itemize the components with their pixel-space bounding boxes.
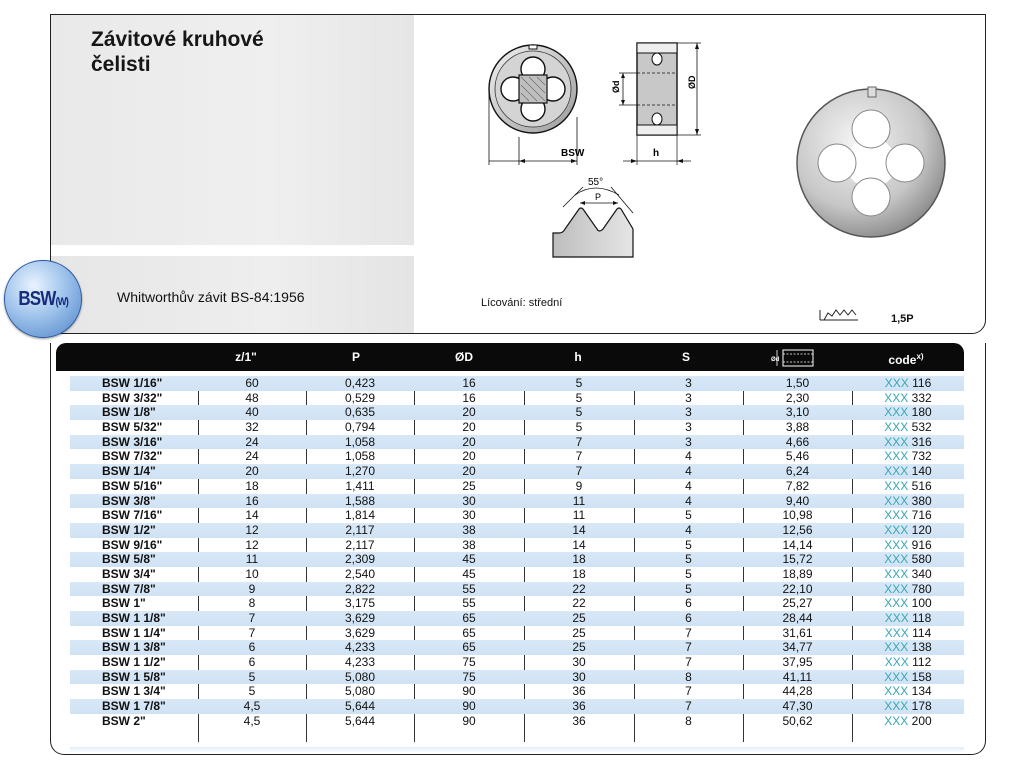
- cell-z: 32: [245, 420, 259, 435]
- cell-h: 36: [572, 684, 586, 699]
- cell-h: 5: [575, 405, 583, 420]
- cell-z: 7: [248, 625, 256, 640]
- cell-h: 25: [572, 640, 586, 655]
- cell-v: 37,95: [782, 655, 813, 670]
- cell-z: 18: [245, 478, 259, 493]
- cell-d: 65: [462, 611, 476, 625]
- cell-p: 1,411: [345, 478, 375, 493]
- cell-p: 2,309: [344, 552, 376, 567]
- cell-z: 48: [245, 390, 259, 405]
- cell-v: 1,50: [785, 376, 810, 390]
- cell-v: 34,77: [782, 640, 813, 655]
- cell-z: 5: [248, 684, 256, 699]
- cell-h: 9: [575, 478, 583, 493]
- cell-s: 3: [685, 405, 692, 420]
- outer-diameter-label: ØD: [687, 75, 697, 89]
- cell-h: 7: [575, 449, 583, 464]
- pitch-label: 1,5P: [891, 313, 914, 325]
- cell-z: 24: [245, 449, 259, 464]
- cell-p: 1,058: [344, 449, 376, 464]
- table-row: [70, 376, 964, 391]
- drill-diameter-icon: [771, 347, 821, 369]
- code-cell: XXX 178: [884, 699, 932, 714]
- cell-d: 65: [462, 640, 476, 655]
- code-cell: XXX 180: [884, 405, 932, 420]
- cell-h: 25: [572, 611, 586, 625]
- table-row: [70, 596, 964, 611]
- cell-p: 1,814: [344, 508, 376, 523]
- cell-z: 12: [245, 522, 259, 537]
- thread-profile: [549, 173, 639, 263]
- cell-s: 7: [685, 684, 692, 699]
- title-box: [51, 15, 414, 245]
- cell-p: 5,644: [344, 699, 376, 714]
- cell-v: 25,27: [782, 596, 813, 611]
- cell-z: 4,5: [243, 713, 261, 728]
- code-cell: XXX 340: [884, 566, 932, 581]
- table-row: [70, 626, 964, 641]
- cell-p: 3,629: [344, 611, 376, 625]
- table-row: [70, 699, 964, 714]
- cell-d: 45: [462, 566, 476, 581]
- code-cell: XXX 580: [884, 552, 932, 567]
- cell-p: 2,117: [345, 537, 375, 552]
- thread-size-cell: BSW 1 1/2": [102, 655, 166, 670]
- cell-h: 30: [572, 669, 586, 684]
- cell-d: 30: [462, 508, 476, 523]
- cell-p: 0,423: [344, 376, 376, 390]
- cell-v: 44,28: [782, 684, 813, 699]
- thread-size-cell: BSW 5/32": [102, 420, 163, 435]
- cell-p: 3,175: [344, 596, 376, 611]
- cell-s: 7: [685, 640, 692, 655]
- cell-s: 4: [685, 478, 692, 493]
- col-code-header: code$^{x)}$: [888, 352, 924, 367]
- cell-d: 90: [462, 684, 476, 699]
- cell-s: 4: [685, 449, 692, 464]
- cell-v: 3,10: [785, 405, 810, 420]
- table-row: [70, 670, 964, 685]
- product-header-panel: [50, 14, 986, 334]
- cell-z: 12: [245, 537, 259, 552]
- table-row: [70, 567, 964, 582]
- cell-v: 5,46: [785, 449, 810, 464]
- cell-v: 3,88: [785, 420, 810, 435]
- table-row: [70, 523, 964, 538]
- cell-z: 7: [248, 611, 256, 625]
- cell-d: 45: [462, 552, 476, 567]
- cell-v: 6,24: [785, 464, 810, 479]
- cell-z: 40: [245, 405, 259, 420]
- page-title: Závitové kruhové čelisti: [91, 28, 264, 76]
- cell-s: 5: [685, 552, 692, 567]
- cell-p: 2,540: [344, 566, 376, 581]
- code-cell: XXX 138: [884, 640, 932, 655]
- col-pitch-header: P: [351, 350, 360, 364]
- cell-d: 55: [462, 581, 476, 596]
- cell-d: 90: [462, 713, 476, 728]
- subtitle-box: [51, 256, 414, 333]
- table-row: [70, 552, 964, 567]
- chamfer-icon: [818, 307, 864, 323]
- cell-s: 8: [685, 669, 692, 684]
- code-cell: XXX 134: [884, 684, 932, 699]
- cell-z: 5: [248, 669, 256, 684]
- code-cell: XXX 112: [884, 655, 932, 670]
- cell-s: 5: [685, 537, 692, 552]
- cell-s: 7: [685, 625, 692, 640]
- inner-diameter-label: Ød: [611, 80, 621, 93]
- code-cell: XXX 516: [884, 478, 932, 493]
- cell-s: 8: [685, 713, 692, 728]
- cell-d: 20: [462, 434, 476, 449]
- cell-z: 4,5: [243, 699, 261, 714]
- cell-h: 5: [575, 420, 583, 435]
- thread-size-cell: BSW 3/4": [102, 566, 156, 581]
- cell-s: 4: [685, 493, 692, 508]
- thread-size-cell: BSW 7/8": [102, 581, 156, 596]
- cell-z: 14: [245, 508, 259, 523]
- cell-v: 41,11: [782, 669, 813, 684]
- thread-size-cell: BSW 1 5/8": [102, 669, 166, 684]
- table-row: [70, 640, 964, 655]
- svg-text:Ød: Ød: [771, 356, 780, 363]
- thread-size-cell: BSW 1 1/8": [102, 611, 166, 625]
- table-row: [70, 684, 964, 699]
- col-height-header: h: [574, 350, 582, 364]
- table-row: [70, 479, 964, 494]
- cell-p: 4,233: [344, 655, 376, 670]
- cell-p: 1,058: [344, 434, 376, 449]
- code-cell: XXX 732: [884, 449, 932, 464]
- cell-z: 8: [248, 596, 256, 611]
- cell-p: 5,644: [344, 713, 376, 728]
- table-row: [70, 464, 964, 479]
- code-cell: XXX 532: [884, 420, 932, 435]
- cell-s: 3: [685, 390, 692, 405]
- cell-h: 5: [575, 390, 583, 405]
- thread-size-cell: BSW 1": [102, 596, 146, 611]
- cell-v: 9,40: [785, 493, 810, 508]
- code-cell: XXX 120: [884, 522, 932, 537]
- cell-h: 22: [572, 596, 586, 611]
- cell-h: 14: [572, 522, 586, 537]
- cell-h: 7: [575, 464, 583, 479]
- angle-label: 55°: [588, 177, 604, 188]
- cell-z: 16: [245, 493, 259, 508]
- cell-v: 4,66: [785, 434, 810, 449]
- cell-z: 6: [248, 640, 256, 655]
- cell-v: 47,30: [782, 699, 813, 714]
- table-row: [70, 714, 964, 729]
- table-row: [70, 582, 964, 597]
- thread-standard: Whitworthův závit BS-84:1956: [117, 289, 305, 305]
- cell-p: 5,080: [344, 669, 376, 684]
- thread-size-cell: BSW 1 3/8": [102, 640, 166, 655]
- code-cell: XXX 200: [884, 713, 932, 728]
- pitch-symbol-label: P: [595, 192, 602, 202]
- cell-s: 3: [685, 420, 692, 435]
- cell-p: 5,080: [344, 684, 376, 699]
- cell-s: 5: [685, 508, 692, 523]
- thread-size-cell: BSW 3/16": [102, 434, 163, 449]
- cell-d: 75: [462, 669, 476, 684]
- thread-size-cell: BSW 5/8": [102, 552, 156, 567]
- cell-s: 3: [685, 376, 692, 390]
- thread-size-cell: BSW 1/2": [102, 522, 156, 537]
- code-cell: XXX 780: [884, 581, 932, 596]
- cell-h: 5: [575, 376, 583, 390]
- cell-h: 18: [572, 552, 586, 567]
- cell-h: 25: [572, 625, 586, 640]
- cell-v: 31,61: [782, 625, 813, 640]
- die-front-view: [483, 37, 593, 187]
- code-cell: XXX 140: [884, 464, 932, 479]
- code-cell: XXX 158: [884, 669, 932, 684]
- col-drill-icon-header: [756, 343, 836, 371]
- cell-h: 36: [572, 713, 586, 728]
- cell-h: 7: [575, 434, 583, 449]
- cell-s: 7: [685, 655, 692, 670]
- code-cell: XXX 716: [884, 508, 932, 523]
- code-cell: XXX 100: [884, 596, 932, 611]
- col-tpi-header: z/1": [235, 350, 257, 364]
- code-cell: XXX 114: [884, 625, 932, 640]
- cell-d: 75: [462, 655, 476, 670]
- thread-size-cell: BSW 1 3/4": [102, 684, 166, 699]
- table-row: [70, 494, 964, 509]
- cell-s: 5: [685, 566, 692, 581]
- cell-p: 3,629: [344, 625, 376, 640]
- cell-d: 20: [462, 420, 476, 435]
- cell-v: 10,98: [782, 508, 813, 523]
- cell-p: 2,117: [345, 522, 375, 537]
- col-s-header: S: [681, 350, 690, 364]
- cell-h: 22: [572, 581, 586, 596]
- die-product-image: [791, 85, 951, 245]
- cell-z: 11: [245, 552, 259, 567]
- cell-p: 0,794: [344, 420, 376, 435]
- cell-v: 2,30: [785, 390, 810, 405]
- bsw-logo-badge: BSW(W): [4, 260, 82, 338]
- cell-v: 7,82: [785, 478, 810, 493]
- cell-s: 6: [685, 611, 692, 625]
- code-cell: XXX 380: [884, 493, 932, 508]
- code-cell: XXX 916: [884, 537, 932, 552]
- cell-d: 20: [462, 464, 476, 479]
- thread-size-cell: BSW 2": [102, 713, 146, 728]
- bsw-dimension-label: BSW: [561, 148, 585, 159]
- thread-size-cell: BSW 7/32": [102, 449, 163, 464]
- cell-p: 1,588: [344, 493, 376, 508]
- cell-h: 11: [572, 493, 586, 508]
- thread-size-cell: BSW 3/8": [102, 493, 156, 508]
- thread-size-cell: BSW 1/8": [102, 405, 156, 420]
- die-side-view: [601, 37, 711, 187]
- cell-d: 16: [462, 390, 476, 405]
- cell-s: 4: [685, 522, 692, 537]
- table-row: [70, 611, 964, 626]
- cell-v: 50,62: [782, 713, 813, 728]
- thread-size-cell: BSW 1/4": [102, 464, 156, 479]
- table-header: [56, 343, 964, 371]
- table-row: [70, 655, 964, 670]
- thread-size-cell: BSW 3/32": [102, 390, 163, 405]
- cell-v: 14,14: [782, 537, 813, 552]
- thread-size-cell: BSW 1 1/4": [102, 625, 166, 640]
- cell-h: 30: [572, 655, 586, 670]
- code-cell: XXX 332: [884, 390, 932, 405]
- thread-size-cell: BSW 7/16": [102, 508, 163, 523]
- cell-z: 6: [248, 655, 256, 670]
- cell-p: 1,270: [344, 464, 376, 479]
- thread-size-cell: BSW 1/16": [102, 376, 163, 390]
- cell-d: 90: [462, 699, 476, 714]
- cell-d: 55: [462, 596, 476, 611]
- die-size-table: [70, 376, 964, 729]
- table-row: [70, 435, 964, 450]
- cell-h: 36: [572, 699, 586, 714]
- height-label: h: [653, 148, 660, 159]
- cell-d: 30: [462, 493, 476, 508]
- cell-v: 22,10: [782, 581, 813, 596]
- table-row: [70, 391, 964, 406]
- cell-s: 4: [685, 464, 692, 479]
- table-row: [70, 508, 964, 523]
- cell-p: 0,529: [344, 390, 376, 405]
- cell-h: 11: [572, 508, 586, 523]
- cell-d: 25: [462, 478, 476, 493]
- code-cell: XXX 116: [884, 376, 932, 390]
- cell-z: 10: [245, 566, 259, 581]
- thread-size-cell: BSW 5/16": [102, 478, 163, 493]
- thread-size-cell: BSW 9/16": [102, 537, 163, 552]
- table-row: [70, 420, 964, 435]
- code-cell: XXX 316: [884, 434, 932, 449]
- fit-label: Lícování: střední: [481, 297, 563, 309]
- cell-z: 20: [245, 464, 259, 479]
- col-outer-diameter-header: ØD: [455, 350, 473, 364]
- cell-d: 65: [462, 625, 476, 640]
- cell-z: 9: [248, 581, 256, 596]
- table-row: [70, 538, 964, 553]
- cell-d: 38: [462, 537, 476, 552]
- cell-v: 15,72: [782, 552, 813, 567]
- cell-p: 2,822: [344, 581, 376, 596]
- cell-p: 0,635: [344, 405, 376, 420]
- cell-h: 18: [572, 566, 586, 581]
- cell-v: 12,56: [782, 522, 813, 537]
- cell-v: 28,44: [782, 611, 813, 625]
- code-cell: XXX 118: [884, 611, 932, 625]
- cell-s: 6: [685, 596, 692, 611]
- cell-s: 3: [685, 434, 692, 449]
- cell-s: 7: [685, 699, 692, 714]
- table-row: [70, 405, 964, 420]
- cell-d: 20: [462, 405, 476, 420]
- table-row: [70, 449, 964, 464]
- cell-s: 5: [685, 581, 692, 596]
- cell-h: 14: [572, 537, 586, 552]
- cell-z: 60: [245, 376, 259, 390]
- cell-d: 20: [462, 449, 476, 464]
- cell-v: 18,89: [782, 566, 813, 581]
- cell-z: 24: [245, 434, 259, 449]
- cell-d: 38: [462, 522, 476, 537]
- cell-p: 4,233: [344, 640, 376, 655]
- cell-d: 16: [462, 376, 476, 390]
- thread-size-cell: BSW 1 7/8": [102, 699, 166, 714]
